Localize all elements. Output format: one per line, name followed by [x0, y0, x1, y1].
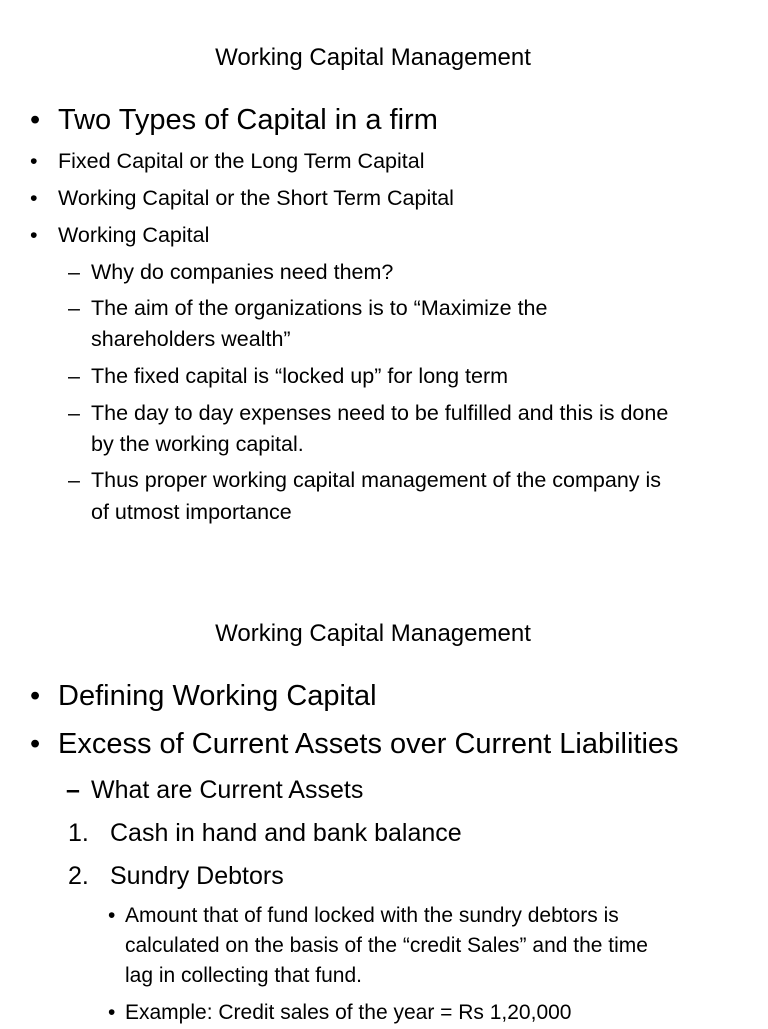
dash-text-continuation: shareholders wealth”: [91, 327, 291, 351]
bullet-icon: •: [108, 904, 116, 927]
item-number: 1.: [68, 819, 89, 847]
dash-text: Thus proper working capital management of the company is: [91, 468, 662, 492]
bullet-icon: •: [108, 1001, 116, 1024]
dash-text: The aim of the organizations is to “Maximize the: [91, 296, 548, 320]
dash-icon: –: [68, 364, 80, 388]
dash-icon: –: [68, 296, 80, 320]
item-text: Sundry Debtors: [110, 862, 284, 890]
dash-icon: –: [68, 468, 80, 492]
main-bullet-text: Two Types of Capital in a firm: [58, 104, 438, 136]
bullet-icon: •: [30, 728, 41, 760]
slide-title: Working Capital Management: [215, 620, 531, 647]
sub-bullet-continuation: calculated on the basis of the “credit Sales” and the time: [125, 934, 648, 957]
item-text: Cash in hand and bank balance: [110, 819, 462, 847]
dash-text-continuation: by the working capital.: [91, 432, 304, 456]
dash-text: What are Current Assets: [91, 776, 364, 804]
dash-icon: –: [66, 776, 80, 804]
main-bullet-text: Excess of Current Assets over Current Liabilities: [58, 728, 679, 760]
dash-text: Why do companies need them?: [91, 260, 394, 284]
bullet-text: Working Capital or the Short Term Capital: [58, 186, 454, 210]
dash-text: The day to day expenses need to be fulfilled and this is done: [91, 401, 669, 425]
bullet-icon: •: [30, 149, 38, 173]
dash-text: The fixed capital is “locked up” for long term: [91, 364, 509, 388]
sub-bullet-continuation: lag in collecting that fund.: [125, 964, 362, 987]
bullet-icon: •: [30, 104, 41, 136]
bullet-icon: •: [30, 186, 38, 210]
bullet-text: Working Capital: [58, 223, 210, 247]
dash-icon: –: [68, 401, 80, 425]
slide-title: Working Capital Management: [215, 44, 531, 71]
dash-icon: –: [68, 260, 80, 284]
bullet-text: Fixed Capital or the Long Term Capital: [58, 149, 425, 173]
main-bullet-text: Defining Working Capital: [58, 680, 377, 712]
item-number: 2.: [68, 862, 89, 890]
sub-bullet-text: Example: Credit sales of the year = Rs 1,20,000: [125, 1001, 572, 1024]
sub-bullet-text: Amount that of fund locked with the sundry debtors is: [125, 904, 619, 927]
bullet-icon: •: [30, 223, 38, 247]
dash-text-continuation: of utmost importance: [91, 500, 292, 524]
bullet-icon: •: [30, 680, 41, 712]
